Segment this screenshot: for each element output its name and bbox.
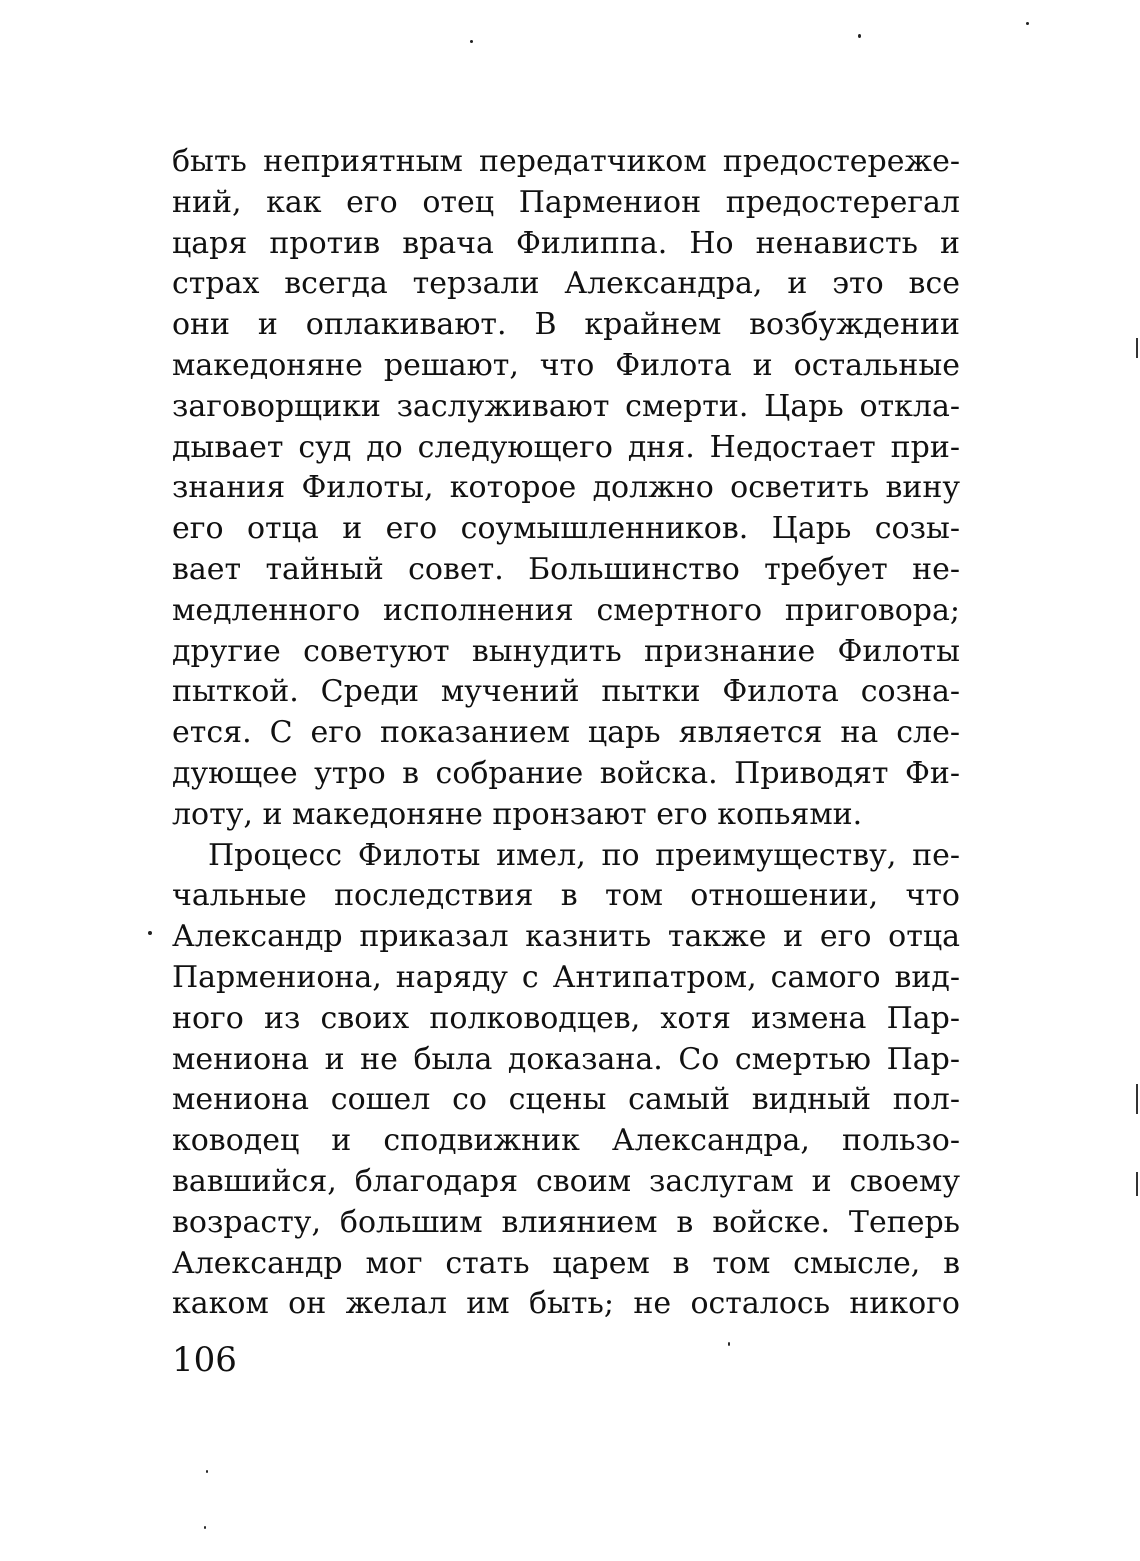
text-line: заговорщики заслуживают смерти. Царь откла- (172, 388, 960, 424)
scan-edge-mark (1136, 1172, 1138, 1196)
text-line: вает тайный совет. Большинство требует не- (172, 551, 960, 587)
paragraph-first-line: Процесс Филоты имел, по преимуществу, пе- (208, 837, 960, 873)
text-line: каком он желал им быть; не осталось никого (172, 1286, 960, 1322)
text-line: мениона сошел со сцены самый видный пол- (172, 1082, 960, 1118)
text-line: быть неприятным передатчиком предостереже- (172, 144, 960, 179)
text-line: ний, как его отец Парменион предостерегал (172, 184, 960, 220)
text-line: царя против врача Филиппа. Но ненависть и (172, 225, 960, 261)
text-line: знания Филоты, которое должно осветить вину (172, 470, 960, 506)
text-line: его отца и его соумышленников. Царь созы- (172, 511, 960, 547)
text-line: пыткой. Среди мучений пытки Филота созна- (172, 674, 960, 710)
text-line: чальные последствия в том отношении, что (172, 878, 960, 914)
text-line: вавшийся, благодаря своим заслугам и своему (172, 1163, 960, 1199)
text-line: Пармениона, наряду с Антипатром, самого вид- (172, 959, 960, 995)
text-line: дующее утро в собрание войска. Приводят Фи- (172, 755, 960, 791)
scan-edge-mark (1136, 338, 1138, 358)
scan-speck (204, 1526, 206, 1529)
text-line: Александр мог стать царем в том смысле, в (172, 1245, 960, 1281)
text-line: страх всегда терзали Александра, и это все (172, 266, 960, 302)
scan-speck (1026, 22, 1029, 25)
text-line: мениона и не была доказана. Со смертью Пар- (172, 1041, 960, 1077)
text-line: македоняне решают, что Филота и остальные (172, 347, 960, 383)
scan-speck (470, 40, 473, 43)
text-line: возрасту, большим влиянием в войске. Теперь (172, 1204, 960, 1240)
text-line: другие советуют вынудить признание Филоты (172, 633, 960, 669)
scan-speck (148, 931, 152, 935)
scan-speck (206, 1470, 208, 1473)
text-line: дывает суд до следующего дня. Недостает при- (172, 429, 960, 465)
scan-edge-mark (1136, 1084, 1138, 1114)
text-line: ного из своих полководцев, хотя измена Пар- (172, 1000, 960, 1036)
text-line: ется. С его показанием царь является на сле- (172, 715, 960, 751)
text-line: ководец и сподвижник Александра, пользо- (172, 1123, 960, 1159)
text-line: медленного исполнения смертного приговора; (172, 592, 960, 628)
scan-speck (858, 34, 861, 38)
text-line: лоту, и македоняне пронзают его копьями. (172, 796, 863, 832)
scan-speck (728, 1342, 730, 1346)
text-line: они и оплакивают. В крайнем возбуждении (172, 307, 960, 343)
body-text (172, 142, 960, 1325)
text-line: Александр приказал казнить также и его отца (172, 919, 960, 955)
page-number: 106 (172, 1340, 237, 1380)
